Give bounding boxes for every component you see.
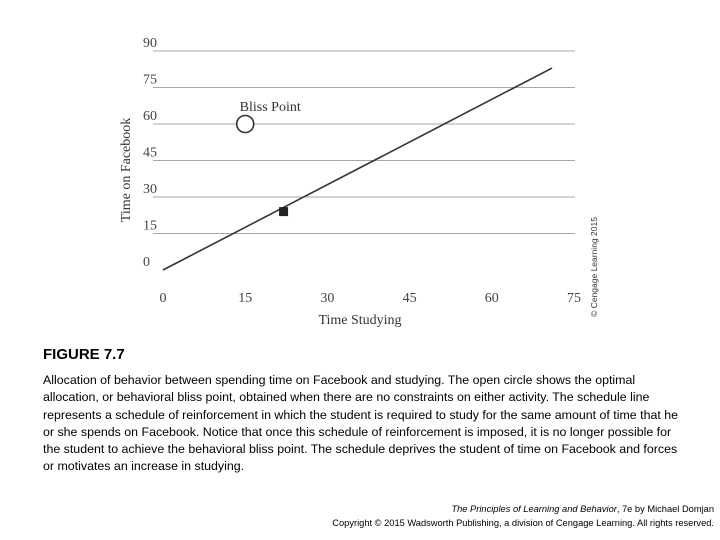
x-axis-label: Time Studying (318, 313, 402, 328)
y-tick-label: 15 (143, 218, 157, 234)
x-tick-label: 30 (320, 291, 335, 306)
y-tick-label: 75 (143, 72, 157, 88)
y-tick-label: 90 (143, 36, 157, 51)
chart-svg (105, 30, 605, 330)
book-edition: , 7e by Michael Domjan (616, 504, 714, 514)
chart (105, 30, 605, 330)
bliss-point-marker (237, 116, 254, 133)
figure-caption: Allocation of behavior between spending time on Facebook and studying. The open circle shows the optimal allocation, or behavioral bliss point, obtained when there are no constraints on either activity. The schedule line represents a schedule of reinforcement in which the student is required to study for the same amount of time that he or she spends on Facebook. Notice that once this schedule of reinforcement is imposed, it is no longer possible for the student to achieve the behavioral bliss point. The schedule deprives the student of time on Facebook and forces or motivates an increase in studying. (43, 373, 679, 474)
book-title: The Principles of Learning and Behavior (451, 504, 617, 514)
y-axis-label: Time on Facebook (119, 117, 134, 223)
x-tick-label: 15 (238, 291, 253, 306)
credit-book-line (332, 503, 714, 517)
y-tick-label: 45 (143, 145, 157, 161)
chart-copyright: © Cengage Learning 2015 (589, 217, 599, 317)
y-tick-label: 60 (143, 109, 157, 124)
x-tick-label: 75 (567, 291, 581, 306)
y-tick-label: 0 (143, 255, 150, 270)
figure-title: FIGURE 7.7 (43, 346, 125, 363)
x-tick-label: 0 (159, 291, 167, 306)
x-tick-label: 45 (402, 291, 417, 306)
bliss-point-label: Bliss Point (239, 100, 301, 115)
x-tick-label: 60 (484, 291, 499, 306)
schedule-point-marker (279, 207, 288, 216)
credit-block (332, 503, 714, 530)
credit-copyright: Copyright © 2015 Wadsworth Publishing, a division of Cengage Learning. All rights reserved. (332, 517, 714, 528)
y-tick-label: 30 (143, 182, 157, 197)
